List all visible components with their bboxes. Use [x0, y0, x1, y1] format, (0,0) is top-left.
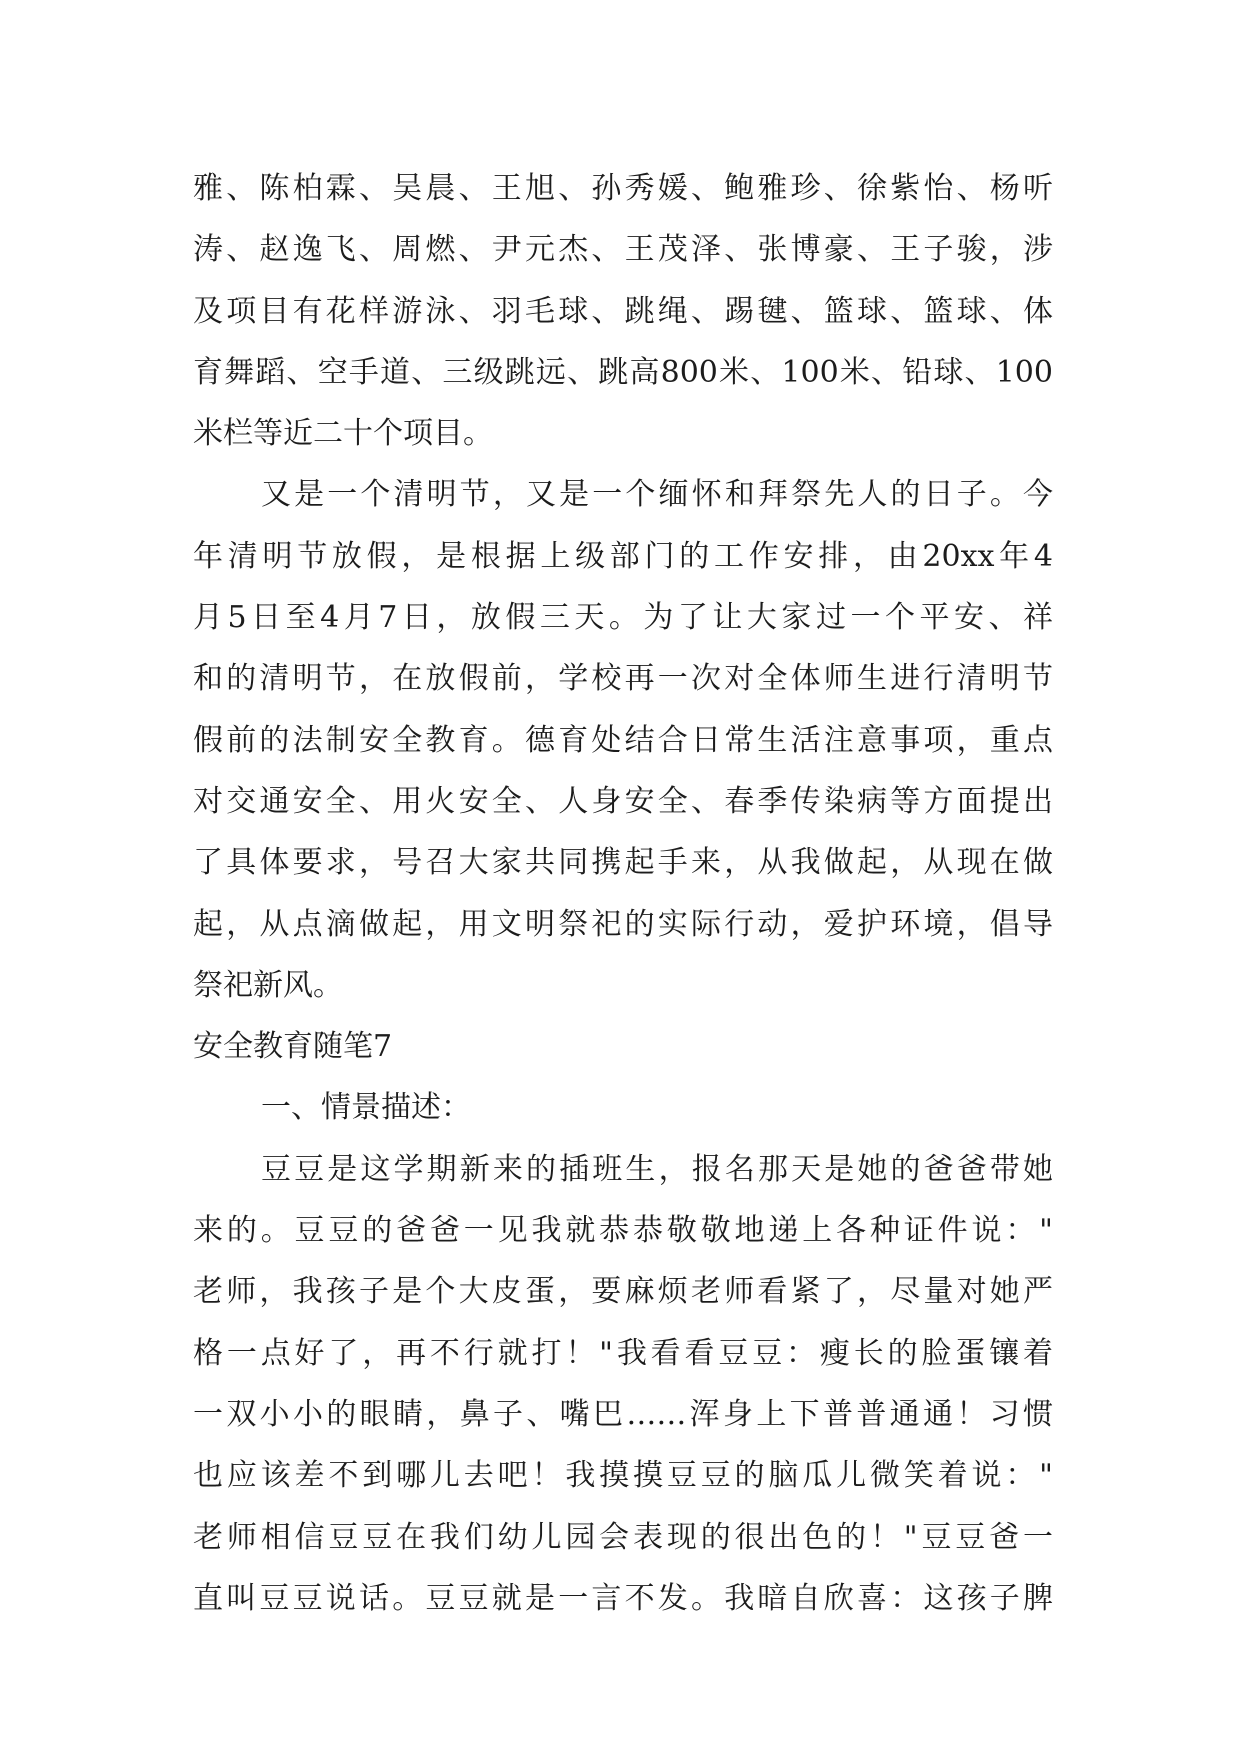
text-line: 和的清明节，在放假前，学校再一次对全体师生进行清明节 [193, 661, 1053, 697]
text-line: 起，从点滴做起，用文明祭祀的实际行动，爱护环境，倡导 [193, 906, 1053, 942]
text-line: 米栏等近二十个项目。 [193, 416, 493, 452]
text-line: 祭祀新风。 [193, 967, 343, 1003]
text-line: 月5日至4月7日，放假三天。为了让大家过一个平安、祥 [193, 600, 1053, 636]
section-title: 安全教育随笔7 [193, 1029, 393, 1065]
text-line: 假前的法制安全教育。德育处结合日常生活注意事项，重点 [193, 722, 1053, 758]
paragraph-athletes [193, 158, 1053, 464]
text-line: 涛、赵逸飞、周燃、尹元杰、王茂泽、张博豪、王子骏，涉 [193, 232, 1053, 268]
text-line: 格一点好了，再不行就打！"我看看豆豆：瘦长的脸蛋镶着 [193, 1335, 1053, 1371]
text-line: 老师相信豆豆在我们幼儿园会表现的很出色的！"豆豆爸一 [193, 1519, 1053, 1555]
text-line: 育舞蹈、空手道、三级跳远、跳高800米、100米、铅球、100 [193, 354, 1053, 390]
text-line: 一双小小的眼睛，鼻子、嘴巴……浑身上下普普通通！习惯 [193, 1396, 1053, 1432]
text-line: 年清明节放假，是根据上级部门的工作安排，由20xx年4 [193, 538, 1053, 574]
paragraph-doudou [193, 1139, 1053, 1629]
text-line: 也应该差不到哪儿去吧！我摸摸豆豆的脑瓜儿微笑着说：" [193, 1458, 1053, 1494]
subheading: 一、情景描述： [261, 1090, 471, 1126]
text-line: 对交通安全、用火安全、人身安全、春季传染病等方面提出 [193, 783, 1053, 819]
text-line: 雅、陈柏霖、吴晨、王旭、孙秀媛、鲍雅珍、徐紫怡、杨听 [193, 171, 1053, 206]
text-line: 老师，我孩子是个大皮蛋，要麻烦老师看紧了，尽量对她严 [193, 1274, 1053, 1310]
text-line: 来的。豆豆的爸爸一见我就恭恭敬敬地递上各种证件说：" [193, 1213, 1053, 1249]
document-body [193, 158, 1053, 1629]
text-line: 了具体要求，号召大家共同携起手来，从我做起，从现在做 [193, 845, 1053, 881]
text-line: 豆豆是这学期新来的插班生，报名那天是她的爸爸带她 [261, 1151, 1053, 1187]
paragraph-qingming [193, 464, 1053, 1016]
text-line: 及项目有花样游泳、羽毛球、跳绳、踢毽、篮球、篮球、体 [193, 293, 1053, 329]
text-line: 又是一个清明节，又是一个缅怀和拜祭先人的日子。今 [261, 477, 1053, 513]
text-line: 直叫豆豆说话。豆豆就是一言不发。我暗自欣喜：这孩子脾 [193, 1580, 1053, 1616]
